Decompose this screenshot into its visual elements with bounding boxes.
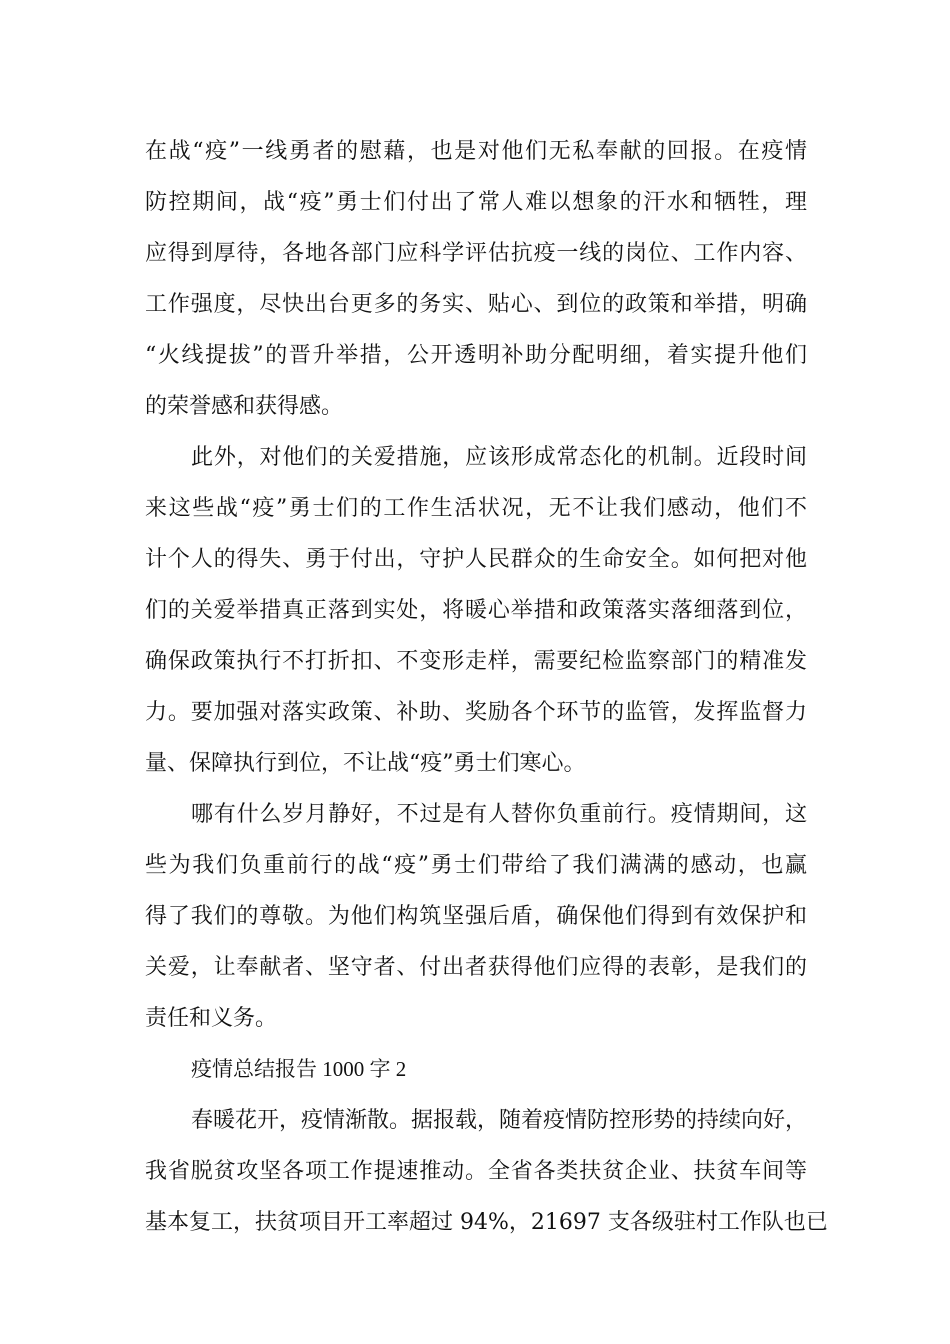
text-line: 在战“疫”一线勇者的慰藉，也是对他们无私奉献的回报。在疫情 [145,139,807,164]
paragraph-3 [145,789,807,1044]
text-line: “火线提拔”的晋升举措，公开透明补助分配明细，着实提升他们 [145,343,807,368]
text-line: 我省脱贫攻坚各项工作提速推动。全省各类扶贫企业、扶贫车间等 [145,1159,807,1184]
text-line: 春暖花开，疫情渐散。据报载，随着疫情防控形势的持续向好， [191,1108,808,1133]
text-line: 来这些战“疫”勇士们的工作生活状况，无不让我们感动，他们不 [145,496,807,521]
text-line: 此外，对他们的关爱措施，应该形成常态化的机制。近段时间 [191,445,807,470]
section-title: 疫情总结报告 1000 字 2 [191,1057,407,1081]
text-line: 防控期间，战“疫”勇士们付出了常人难以想象的汗水和牺牲，理 [145,190,807,215]
text-line: 基本复工，扶贫项目开工率超过 94%，21697 支各级驻村工作队也已 [145,1210,828,1235]
text-line: 应得到厚待，各地各部门应科学评估抗疫一线的岗位、工作内容、 [145,241,807,266]
text-line: 的荣誉感和获得感。 [145,394,344,419]
paragraph-2 [145,432,807,789]
text-line: 工作强度，尽快出台更多的务实、贴心、到位的政策和举措，明确 [145,292,807,317]
text-line: 们的关爱举措真正落到实处，将暖心举措和政策落实落细落到位， [145,598,807,623]
text-line: 量、保障执行到位，不让战“疫”勇士们寒心。 [145,751,586,776]
text-line: 计个人的得失、勇于付出，守护人民群众的生命安全。如何把对他 [145,547,807,572]
paragraph-4 [145,1095,828,1248]
text-line: 确保政策执行不打折扣、不变形走样，需要纪检监察部门的精准发 [145,649,807,674]
text-line: 哪有什么岁月静好，不过是有人替你负重前行。疫情期间，这 [191,802,807,827]
document-body [145,126,828,1248]
text-line: 关爱，让奉献者、坚守者、付出者获得他们应得的表彰，是我们的 [145,955,807,980]
text-line: 得了我们的尊敬。为他们构筑坚强后盾，确保他们得到有效保护和 [145,904,807,929]
text-line: 力。要加强对落实政策、补助、奖励各个环节的监管，发挥监督力 [145,700,807,725]
text-line: 责任和义务。 [145,1006,278,1031]
paragraph-1 [145,126,807,432]
section-heading [145,1044,807,1095]
text-line: 些为我们负重前行的战“疫”勇士们带给了我们满满的感动，也赢 [145,853,807,878]
